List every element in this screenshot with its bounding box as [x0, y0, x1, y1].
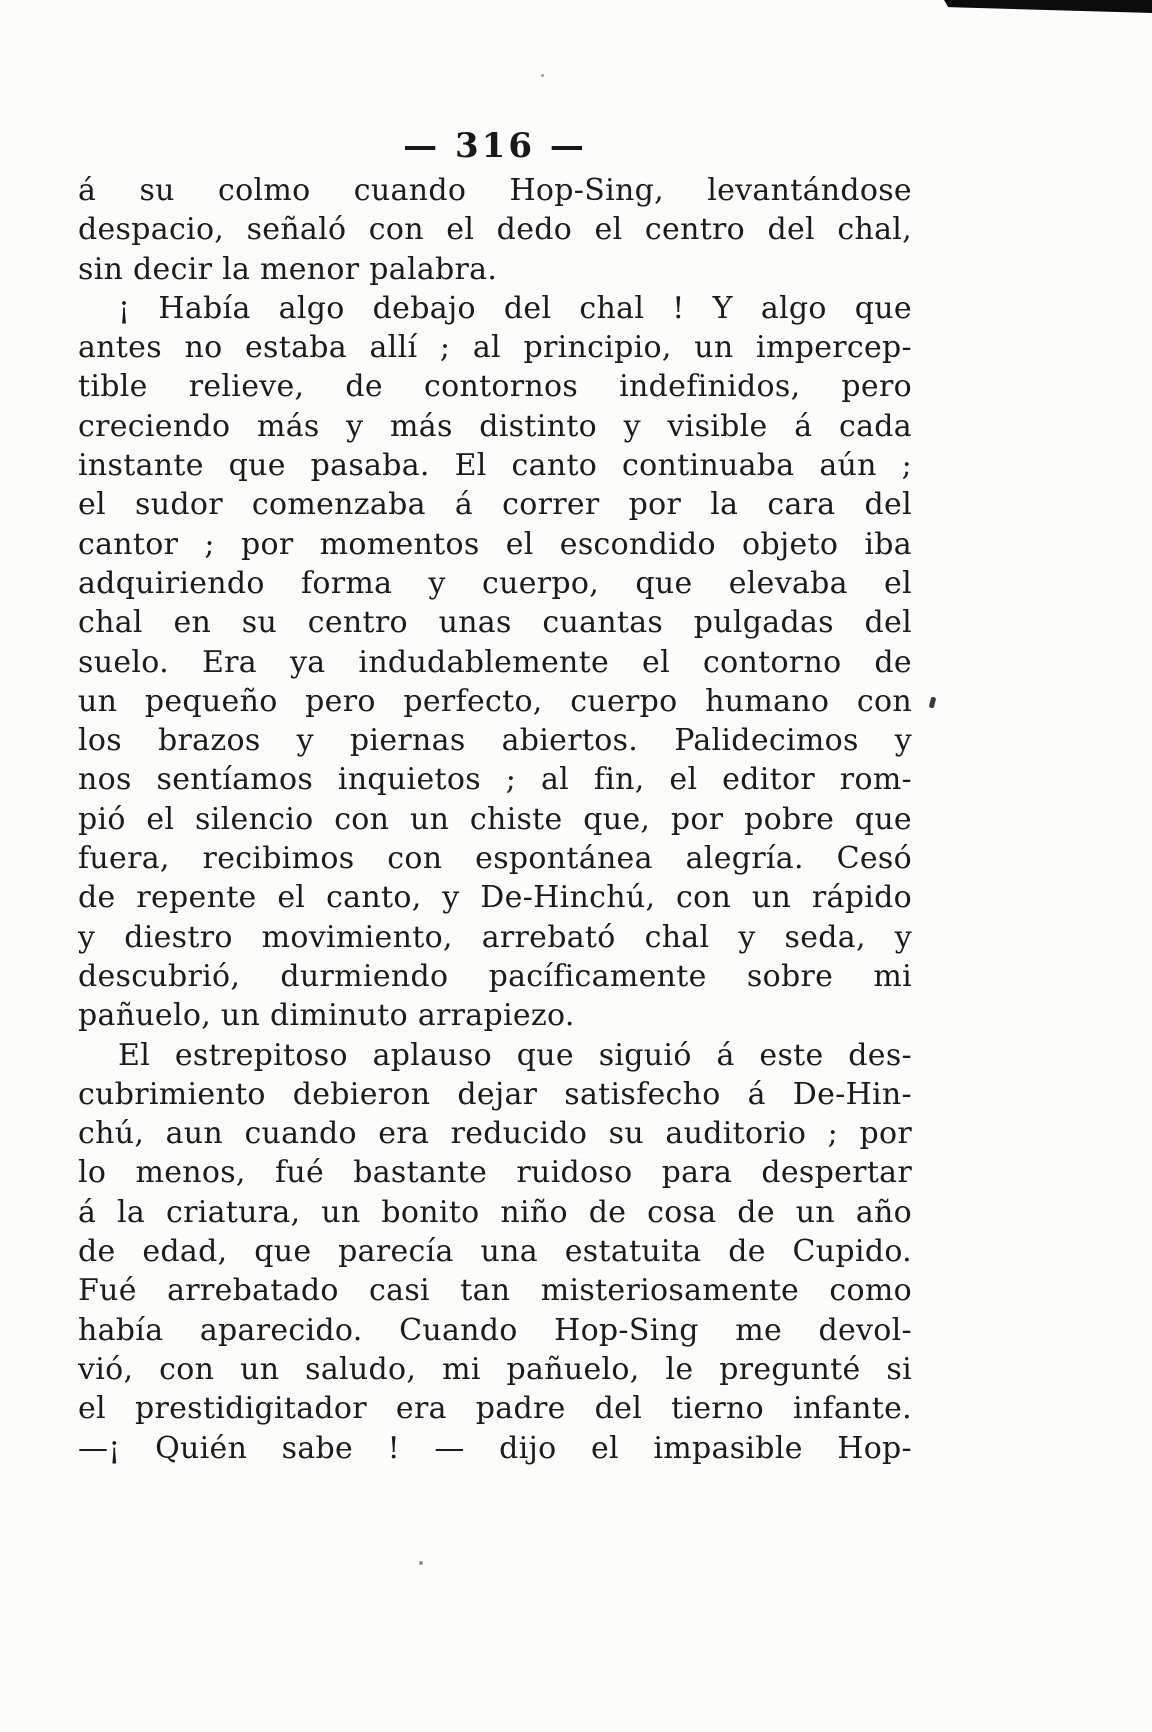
text-line: sin decir la menor palabra. [78, 251, 498, 287]
text-line: chú, aun cuando era reducido su auditorio ; por [78, 1116, 912, 1152]
text-line: tible relieve, de contornos indefinidos, pero [78, 369, 912, 405]
text-line: los brazos y piernas abiertos. Palidecimos y [78, 723, 912, 759]
paragraph [78, 1036, 912, 1429]
text-line: á la criatura, un bonito niño de cosa de un año [78, 1194, 912, 1230]
paragraph [78, 1429, 912, 1468]
text-line: á su colmo cuando Hop-Sing, levantándose [78, 173, 912, 208]
text-line: Fué arrebatado casi tan misteriosamente como [78, 1273, 912, 1309]
text-line: cubrimiento debieron dejar satisfecho á De-Hin- [78, 1076, 912, 1112]
text-line: lo menos, fué bastante ruidoso para despertar [78, 1155, 912, 1191]
text-line: instante que pasaba. El canto continuaba aún ; [78, 448, 912, 484]
text-line: adquiriendo forma y cuerpo, que elevaba el [78, 565, 912, 601]
text-line: antes no estaba allí ; al principio, un impercep- [78, 330, 912, 366]
paragraph [78, 171, 912, 289]
text-line: ¡ Había algo debajo del chal ! Y algo que [118, 290, 912, 326]
text-line: suelo. Era ya indudablemente el contorno de [78, 644, 912, 680]
text-line: El estrepitoso aplauso que siguió á este des- [118, 1037, 912, 1073]
text-line: un pequeño pero perfecto, cuerpo humano con [78, 683, 912, 719]
text-line: —¡ Quién sabe ! — dijo el impasible Hop- [78, 1430, 912, 1466]
ink-speck [541, 74, 544, 77]
text-line: nos sentíamos inquietos ; al fin, el editor rom- [78, 762, 912, 798]
scan-artifact-top-right [944, 0, 1152, 13]
text-line: el sudor comenzaba á correr por la cara del [78, 487, 912, 523]
text-line: vió, con un saludo, mi pañuelo, le pregunté si [78, 1351, 912, 1387]
page-number: — 316 — [403, 126, 587, 166]
text-line: descubrió, durmiendo pacíficamente sobre mi [78, 958, 912, 994]
text-line: había aparecido. Cuando Hop-Sing me devol- [78, 1312, 912, 1348]
ink-speck [929, 697, 937, 709]
text-line: el prestidigitador era padre del tierno infante. [78, 1391, 912, 1427]
text-line: fuera, recibimos con espontánea alegría. Cesó [78, 841, 912, 877]
ink-speck [419, 1561, 423, 1565]
text-line: de repente el canto, y De-Hinchú, con un rápido [78, 880, 912, 916]
text-line: pió el silencio con un chiste que, por pobre que [78, 801, 912, 837]
page-body [78, 171, 912, 1468]
paragraph [78, 289, 912, 1036]
text-line: de edad, que parecía una estatuita de Cupido. [78, 1234, 912, 1270]
text-line: y diestro movimiento, arrebató chal y seda, y [78, 919, 912, 955]
text-line: despacio, señaló con el dedo el centro del chal, [78, 212, 912, 248]
text-line: creciendo más y más distinto y visible á cada [78, 408, 912, 444]
text-line: cantor ; por momentos el escondido objeto iba [78, 526, 912, 562]
text-line: pañuelo, un diminuto arrapiezo. [78, 998, 575, 1034]
text-line: chal en su centro unas cuantas pulgadas del [78, 605, 912, 641]
